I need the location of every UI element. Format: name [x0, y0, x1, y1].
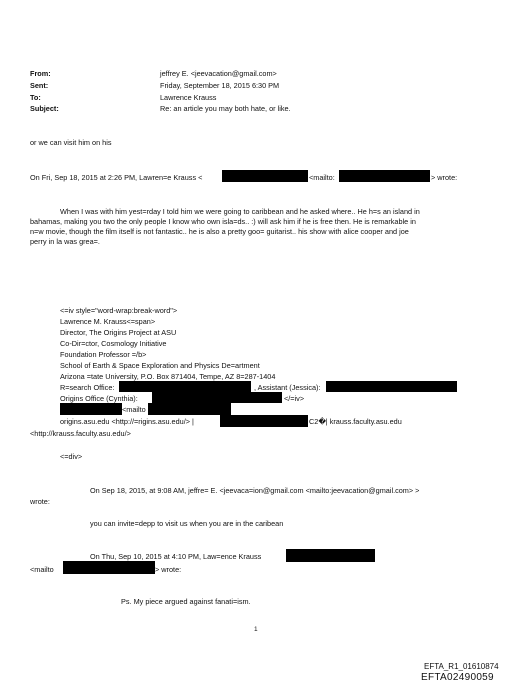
sig-research-office: R=search Office: — [60, 383, 115, 392]
sig-c2-faculty: C2�| krauss.faculty.asu.edu — [309, 417, 402, 426]
redaction-box — [63, 561, 155, 574]
redaction-box — [286, 549, 375, 562]
ps-line: Ps. My piece argued against fanati=ism. — [121, 597, 251, 606]
redaction-box — [326, 381, 457, 392]
body-line1: or we can visit him on his — [30, 138, 112, 147]
sig-mailto: <mailto — [122, 405, 146, 414]
redaction-box — [152, 392, 282, 403]
redaction-box — [222, 170, 308, 182]
paragraph1-line1: When I was with him yest=rday I told him we were going to caribbean and he asked where.. He h=s an island in — [60, 207, 420, 216]
sent-label: Sent: — [30, 81, 49, 90]
reply1-suffix: > wrote: — [431, 173, 458, 182]
redaction-box — [119, 381, 251, 392]
reply2-wrote: wrote: — [30, 497, 50, 506]
sig-title1: Director, The Origins Project at ASU — [60, 328, 177, 337]
reply3-mailto: <mailto — [30, 565, 54, 574]
paragraph1-line3: n=w movie, though the film itself is not fantastic.. he is also a pretty goo= guitarist.. his show with alice cooper and joe — [30, 227, 409, 236]
sig-origins-office: Origins Office (Cynthia): — [60, 394, 138, 403]
doc-id-large: EFTA02490059 — [421, 672, 494, 683]
sig-div-end: <=div> — [60, 452, 83, 461]
sig-title3: Foundation Professor =/b> — [60, 350, 147, 359]
reply3-prefix: On Thu, Sep 10, 2015 at 4:10 PM, Law=ence Krauss — [90, 552, 262, 561]
redaction-box — [148, 403, 231, 415]
invite-line: you can invite=depp to visit us when you are in the caribean — [90, 519, 284, 528]
subject-value: Re: an article you may both hate, or like. — [160, 104, 291, 113]
reply1-mailto: <mailto: — [309, 173, 335, 182]
reply1-prefix: On Fri, Sep 18, 2015 at 2:26 PM, Lawren=e Krauss < — [30, 173, 203, 182]
to-label: To: — [30, 93, 41, 102]
from-value: jeffrey E. <jeevacation@gmail.com> — [160, 69, 277, 78]
page-number: 1 — [254, 626, 258, 633]
sig-div-close: </=iv> — [284, 394, 305, 403]
doc-id-small: EFTA_R1_01610874 — [424, 662, 499, 671]
sig-school: School of Earth & Space Exploration and Physics De=artment — [60, 361, 260, 370]
subject-label: Subject: — [30, 104, 59, 113]
from-label: From: — [30, 69, 51, 78]
sig-title2: Co-Dir=ctor, Cosmology Initiative — [60, 339, 167, 348]
sig-name: Lawrence M. Krauss<=span> — [60, 317, 156, 326]
redaction-box — [339, 170, 430, 182]
sig-div-open: <=iv style="word-wrap:break-word"> — [60, 306, 178, 315]
sig-faculty-link: <http://krauss.faculty.asu.edu/> — [30, 429, 131, 438]
sig-origins-link: origins.asu.edu <http://=rigins.asu.edu/> | — [60, 417, 194, 426]
sig-assistant: , Assistant (Jessica): — [254, 383, 321, 392]
reply2-line: On Sep 18, 2015, at 9:08 AM, jeffre= E. <jeevaca=ion@gmail.com <mailto:jeevacation@gmail.com> > — [90, 486, 420, 495]
to-value: Lawrence Krauss — [160, 93, 217, 102]
redaction-box — [60, 403, 122, 415]
sent-value: Friday, September 18, 2015 6:30 PM — [160, 81, 280, 90]
redaction-box — [220, 415, 308, 427]
sig-address: Arizona =tate University, P.O. Box 871404, Tempe, AZ 8=287-1404 — [60, 372, 276, 381]
reply3-suffix: > wrote: — [155, 565, 182, 574]
paragraph1-line2: bahamas, making you two the only people I know who own isla=ds.. :) will ask him if he is free then. He is remarkable in — [30, 217, 416, 226]
paragraph1-line4: perry in la was grea=. — [30, 237, 100, 246]
